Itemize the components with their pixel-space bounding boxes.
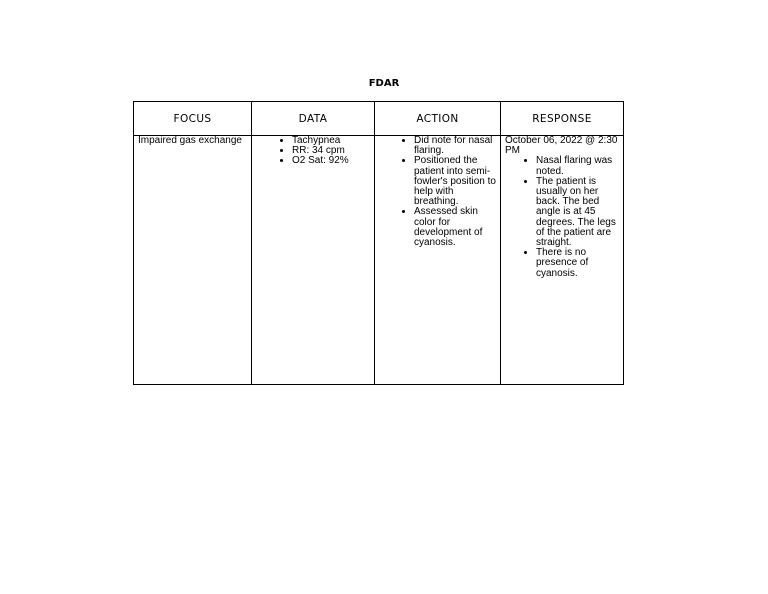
header-data: DATA [252, 102, 375, 136]
fdar-table [133, 101, 624, 385]
header-focus: FOCUS [134, 102, 252, 136]
header-action: ACTION [375, 102, 501, 136]
action-cell [375, 136, 501, 385]
list-item: • Tachypnea [292, 136, 370, 146]
list-item: • O2 Sat: 92% [292, 156, 370, 166]
data-list [256, 136, 370, 167]
list-item: • Nasal flaring was noted. [536, 156, 619, 176]
action-list [379, 136, 496, 248]
list-item: • RR: 34 cpm [292, 146, 370, 156]
list-item: • Did note for nasal flaring. [414, 136, 496, 156]
document-title: FDAR [368, 78, 400, 89]
focus-text: Impaired gas exchange [138, 135, 242, 146]
response-date: October 06, 2022 @ 2:30 PM [505, 135, 618, 157]
header-response: RESPONSE [501, 102, 624, 136]
list-item: • Positioned the patient into semi-fowler's position to help with breathing. [414, 156, 496, 207]
focus-cell [134, 136, 252, 385]
header-row [134, 102, 624, 136]
response-cell [501, 136, 624, 385]
data-cell [252, 136, 375, 385]
list-item: • There is no presence of cyanosis. [536, 248, 619, 279]
response-list [505, 156, 619, 278]
list-item: • Assessed skin color for development of cyanosis. [414, 207, 496, 248]
list-item: • The patient is usually on her back. The bed angle is at 45 degrees. The legs of the patient are straight. [536, 177, 619, 248]
table-row [134, 136, 624, 385]
